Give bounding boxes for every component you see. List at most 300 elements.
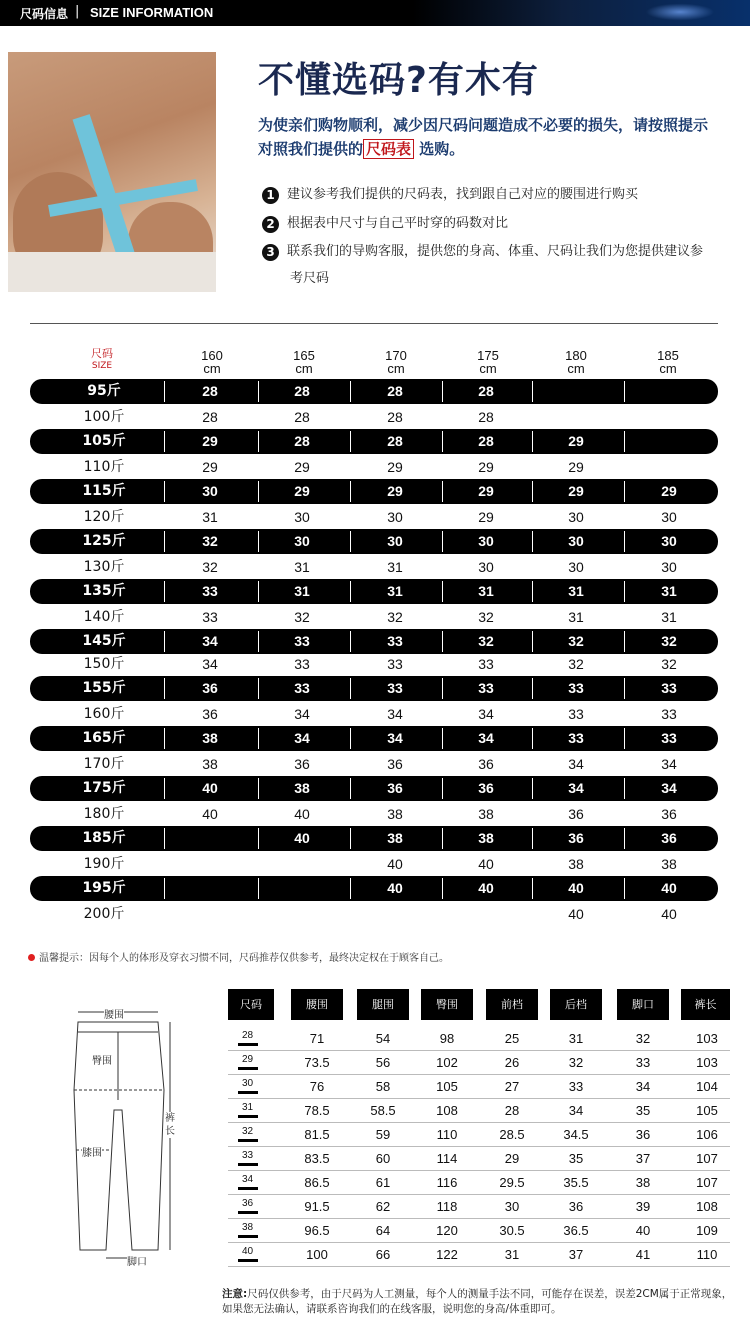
size-row	[30, 605, 718, 630]
size-cell	[267, 902, 337, 927]
size-cell: 36	[661, 806, 677, 822]
size-cell: 32	[478, 633, 494, 649]
intro-text	[258, 113, 718, 161]
size-cell: 40	[294, 830, 310, 846]
measure-cell: 106	[696, 1127, 718, 1142]
sparkle-decoration	[640, 2, 720, 22]
column-separator	[624, 581, 625, 602]
size-cell	[175, 852, 245, 877]
header-title-en: SIZE INFORMATION	[90, 5, 214, 20]
size-cell: 33	[387, 680, 403, 696]
size-cell: 33	[568, 730, 584, 746]
size-underline	[238, 1067, 258, 1070]
column-separator	[442, 581, 443, 602]
size-cell: 36	[387, 756, 403, 772]
size-row	[30, 752, 718, 777]
page-title: 不懂选码?有木有	[258, 60, 539, 101]
measure-cell: 59	[375, 1127, 391, 1142]
hip-label: 臀围	[92, 1052, 112, 1067]
weight-label: 115斤	[82, 483, 126, 499]
size-cell: 30	[294, 533, 310, 549]
size-cell: 32	[294, 609, 310, 625]
measure-cell: 58	[375, 1079, 391, 1094]
column-separator	[442, 778, 443, 799]
size-cell: 30	[202, 483, 218, 499]
size-cell: 29	[661, 483, 677, 499]
measuring-photo	[8, 52, 216, 292]
size-cell: 32	[202, 533, 218, 549]
size-cell: 29	[478, 483, 494, 499]
measure-cell: 81.5	[304, 1127, 330, 1142]
size-cell: 36	[661, 830, 677, 846]
measure-header: 尺码	[228, 989, 274, 1020]
weight-label: 165斤	[82, 730, 126, 746]
size-cell: 31	[294, 559, 310, 575]
measure-row	[228, 1027, 730, 1051]
size-cell: 32	[661, 656, 677, 672]
weight-label: 105斤	[82, 433, 126, 449]
size-cell: 32	[661, 633, 677, 649]
size-cell: 38	[661, 856, 677, 872]
column-separator	[258, 878, 259, 899]
size-cell: 34	[202, 633, 218, 649]
height-header: 175 cm	[477, 348, 499, 376]
weight-label: 155斤	[82, 680, 126, 696]
size-row	[30, 702, 718, 727]
size-cell: 29	[478, 509, 494, 525]
column-separator	[258, 531, 259, 552]
size-cell: 29	[202, 433, 218, 449]
size-cell: 36	[202, 706, 218, 722]
measure-cell: 40	[635, 1223, 651, 1238]
size-cell	[175, 826, 245, 851]
step-2	[262, 212, 508, 233]
size-cell: 28	[294, 383, 310, 399]
size-cell: 40	[202, 806, 218, 822]
size-cell: 30	[478, 559, 494, 575]
size-cell: 28	[387, 409, 403, 425]
measure-cell: 114	[436, 1151, 458, 1166]
column-separator	[258, 381, 259, 402]
column-separator	[164, 828, 165, 849]
column-separator	[442, 828, 443, 849]
measure-cell: 28.5	[499, 1127, 525, 1142]
column-separator	[442, 678, 443, 699]
size-cell	[267, 876, 337, 901]
warm-tip	[28, 949, 449, 964]
weight-label: 125斤	[82, 533, 126, 549]
weight-label: 135斤	[82, 583, 126, 599]
size-cell: 30	[294, 509, 310, 525]
measure-cell: 64	[375, 1223, 391, 1238]
size-cell: 40	[568, 906, 584, 922]
step-number-icon: 2	[262, 216, 279, 233]
size-cell: 36	[478, 780, 494, 796]
size-cell: 32	[568, 656, 584, 672]
knee-label: 膝围	[82, 1144, 102, 1159]
size-cell: 40	[387, 856, 403, 872]
size-cell: 34	[661, 780, 677, 796]
measure-cell: 27	[504, 1079, 520, 1094]
weight-label: 180斤	[83, 806, 125, 822]
header-title-cn: 尺码信息	[20, 7, 69, 21]
size-code: 34	[242, 1174, 254, 1185]
size-cell: 40	[387, 880, 403, 896]
size-cell: 29	[387, 459, 403, 475]
size-cell: 29	[478, 459, 494, 475]
size-underline	[238, 1091, 258, 1094]
column-separator	[350, 431, 351, 452]
column-separator	[624, 431, 625, 452]
column-separator	[258, 581, 259, 602]
size-cell	[634, 405, 704, 430]
size-row	[30, 726, 718, 751]
measure-cell: 36.5	[563, 1223, 589, 1238]
column-separator	[164, 481, 165, 502]
size-row	[30, 902, 718, 927]
measure-cell: 41	[635, 1247, 651, 1262]
column-separator	[258, 631, 259, 652]
height-header: 165 cm	[293, 348, 315, 376]
column-separator	[532, 381, 533, 402]
size-cell: 38	[387, 830, 403, 846]
size-underline	[238, 1187, 258, 1190]
size-cell: 32	[478, 609, 494, 625]
size-cell: 33	[478, 680, 494, 696]
size-cell: 34	[387, 706, 403, 722]
size-cell: 28	[202, 383, 218, 399]
weight-label: 110斤	[83, 459, 125, 475]
measure-cell: 105	[436, 1079, 458, 1094]
measure-cell: 116	[436, 1175, 458, 1190]
measure-cell: 107	[696, 1151, 718, 1166]
size-cell: 31	[202, 509, 218, 525]
size-cell: 34	[568, 780, 584, 796]
measure-cell: 30.5	[499, 1223, 525, 1238]
column-separator	[258, 431, 259, 452]
column-separator	[350, 381, 351, 402]
step-3-continued: 考尺码	[290, 271, 330, 286]
measure-cell: 91.5	[304, 1199, 330, 1214]
size-cell: 28	[387, 433, 403, 449]
column-separator	[442, 728, 443, 749]
waist-label: 腰围	[104, 1006, 124, 1021]
column-separator	[164, 431, 165, 452]
column-separator	[442, 431, 443, 452]
red-dot-icon	[28, 954, 35, 961]
size-cell: 30	[568, 533, 584, 549]
measure-cell: 98	[439, 1031, 455, 1046]
measure-cell: 108	[696, 1199, 718, 1214]
weight-label: 145斤	[82, 633, 126, 649]
size-cell: 40	[202, 780, 218, 796]
weight-label: 185斤	[82, 830, 126, 846]
measure-cell: 33	[635, 1055, 651, 1070]
size-cell: 34	[294, 730, 310, 746]
measure-cell: 102	[436, 1055, 458, 1070]
size-cell: 40	[568, 880, 584, 896]
size-cell: 36	[568, 830, 584, 846]
size-row	[30, 876, 718, 901]
weight-label: 140斤	[83, 609, 125, 625]
column-separator	[350, 728, 351, 749]
size-cell: 38	[478, 806, 494, 822]
column-separator	[164, 878, 165, 899]
size-code: 36	[242, 1198, 254, 1209]
measure-header: 前档	[486, 989, 538, 1020]
size-cell: 33	[568, 706, 584, 722]
size-code: 31	[242, 1102, 254, 1113]
size-cell: 28	[294, 409, 310, 425]
measure-cell: 35	[635, 1103, 651, 1118]
divider	[30, 323, 718, 324]
column-separator	[532, 878, 533, 899]
size-cell: 40	[294, 806, 310, 822]
column-separator	[350, 678, 351, 699]
size-cell: 36	[202, 680, 218, 696]
size-cell: 29	[568, 433, 584, 449]
size-cell	[541, 405, 611, 430]
weight-label: 120斤	[83, 509, 125, 525]
column-separator	[350, 631, 351, 652]
size-cell: 34	[294, 706, 310, 722]
size-row	[30, 629, 718, 654]
size-corner-label	[80, 348, 124, 372]
column-separator	[258, 778, 259, 799]
column-separator	[442, 381, 443, 402]
step-number-icon: 1	[262, 187, 279, 204]
weight-label: 160斤	[83, 706, 125, 722]
measure-cell: 39	[635, 1199, 651, 1214]
size-cell: 29	[568, 459, 584, 475]
measure-row	[228, 1219, 730, 1243]
size-cell: 34	[387, 730, 403, 746]
size-cell: 34	[478, 706, 494, 722]
measure-cell: 105	[696, 1103, 718, 1118]
size-cell: 38	[202, 730, 218, 746]
measure-cell: 31	[568, 1031, 584, 1046]
column-separator	[532, 481, 533, 502]
weight-label: 100斤	[83, 409, 125, 425]
size-cell: 28	[478, 433, 494, 449]
measure-cell: 110	[436, 1127, 458, 1142]
size-cell: 29	[202, 459, 218, 475]
length-label: 裤长	[165, 1113, 175, 1137]
measure-cell: 54	[375, 1031, 391, 1046]
size-row	[30, 802, 718, 827]
weight-label: 170斤	[83, 756, 125, 772]
step-text: 建议参考我们提供的尺码表，找到跟自己对应的腰围进行购买	[287, 187, 639, 202]
size-cell: 34	[568, 756, 584, 772]
column-separator	[624, 531, 625, 552]
measure-cell: 103	[696, 1031, 718, 1046]
size-underline	[238, 1163, 258, 1166]
size-chart-highlight: 尺码表	[363, 139, 414, 159]
column-separator	[532, 631, 533, 652]
column-separator	[442, 631, 443, 652]
size-row	[30, 529, 718, 554]
row-divider	[228, 1266, 730, 1267]
note	[222, 1287, 742, 1317]
column-separator	[442, 531, 443, 552]
size-cell: 33	[661, 680, 677, 696]
hem-label: 脚口	[127, 1253, 147, 1268]
measure-row	[228, 1123, 730, 1147]
size-cell: 38	[568, 856, 584, 872]
measure-header: 裤长	[681, 989, 730, 1020]
column-separator	[532, 678, 533, 699]
size-row	[30, 826, 718, 851]
measure-cell: 28	[504, 1103, 520, 1118]
weight-label: 175斤	[82, 780, 126, 796]
step-number-icon: 3	[262, 244, 279, 261]
measure-header: 臀围	[421, 989, 473, 1020]
size-row	[30, 579, 718, 604]
size-cell: 30	[661, 533, 677, 549]
height-header: 170 cm	[385, 348, 407, 376]
column-separator	[164, 531, 165, 552]
column-separator	[532, 531, 533, 552]
measure-cell: 29.5	[499, 1175, 525, 1190]
size-cell: 28	[294, 433, 310, 449]
size-code: 29	[242, 1054, 254, 1065]
step-text: 根据表中尺寸与自己平时穿的码数对比	[287, 216, 509, 231]
size-cell: 28	[202, 409, 218, 425]
measure-cell: 104	[696, 1079, 718, 1094]
measure-cell: 37	[568, 1247, 584, 1262]
size-row	[30, 405, 718, 430]
size-row	[30, 455, 718, 480]
measure-cell: 100	[306, 1247, 328, 1262]
step-1	[262, 183, 638, 204]
size-cell: 30	[661, 559, 677, 575]
size-cell: 38	[478, 830, 494, 846]
measure-cell: 38	[635, 1175, 651, 1190]
measure-cell: 34.5	[563, 1127, 589, 1142]
size-code: 30	[242, 1078, 254, 1089]
column-separator	[532, 828, 533, 849]
measure-row	[228, 1147, 730, 1171]
size-cell	[267, 852, 337, 877]
size-cell: 33	[387, 656, 403, 672]
measure-cell: 37	[635, 1151, 651, 1166]
size-underline	[238, 1235, 258, 1238]
size-cell	[541, 379, 611, 404]
measure-cell: 36	[635, 1127, 651, 1142]
measure-cell: 110	[696, 1247, 718, 1262]
measure-row	[228, 1171, 730, 1195]
note-label: 注意:	[222, 1288, 248, 1300]
header-bar	[0, 0, 750, 26]
size-cell	[634, 455, 704, 480]
size-row	[30, 505, 718, 530]
size-row	[30, 479, 718, 504]
column-separator	[164, 778, 165, 799]
measure-cell: 86.5	[304, 1175, 330, 1190]
size-cell: 29	[294, 459, 310, 475]
size-cell: 33	[294, 656, 310, 672]
measure-header: 腿围	[357, 989, 409, 1020]
size-cell	[634, 379, 704, 404]
size-row	[30, 429, 718, 454]
size-cell: 31	[478, 583, 494, 599]
height-header: 185 cm	[657, 348, 679, 376]
column-separator	[258, 728, 259, 749]
size-cell: 34	[478, 730, 494, 746]
size-cell: 33	[661, 730, 677, 746]
column-separator	[624, 381, 625, 402]
measure-cell: 31	[504, 1247, 520, 1262]
size-code: 38	[242, 1222, 254, 1233]
size-cell: 29	[294, 483, 310, 499]
size-cell: 38	[387, 806, 403, 822]
measure-cell: 25	[504, 1031, 520, 1046]
measure-cell: 103	[696, 1055, 718, 1070]
column-separator	[624, 778, 625, 799]
size-underline	[238, 1211, 258, 1214]
column-separator	[442, 481, 443, 502]
size-cell: 36	[568, 806, 584, 822]
size-row	[30, 852, 718, 877]
column-separator	[350, 581, 351, 602]
size-row	[30, 776, 718, 801]
measure-cell: 66	[375, 1247, 391, 1262]
measure-cell: 33	[568, 1079, 584, 1094]
size-cell: 32	[387, 609, 403, 625]
column-separator	[258, 678, 259, 699]
size-code: 33	[242, 1150, 254, 1161]
measure-cell: 78.5	[304, 1103, 330, 1118]
size-cell	[360, 902, 430, 927]
weight-label: 195斤	[82, 880, 126, 896]
size-cell: 40	[661, 880, 677, 896]
column-separator	[164, 631, 165, 652]
size-cell: 31	[661, 583, 677, 599]
size-cell: 33	[568, 680, 584, 696]
size-cell: 34	[202, 656, 218, 672]
measure-cell: 60	[375, 1151, 391, 1166]
measure-header: 脚口	[617, 989, 669, 1020]
column-separator	[350, 828, 351, 849]
column-separator	[350, 531, 351, 552]
column-separator	[624, 878, 625, 899]
measure-row	[228, 1075, 730, 1099]
measure-cell: 34	[568, 1103, 584, 1118]
size-cell: 40	[661, 906, 677, 922]
column-separator	[624, 481, 625, 502]
size-label-cn: 尺码	[91, 347, 113, 360]
size-cell	[175, 902, 245, 927]
column-separator	[258, 481, 259, 502]
column-separator	[350, 481, 351, 502]
size-cell: 29	[387, 483, 403, 499]
size-cell: 33	[661, 706, 677, 722]
weight-label: 95斤	[87, 383, 121, 399]
measure-cell: 61	[375, 1175, 391, 1190]
column-separator	[258, 828, 259, 849]
measure-cell: 122	[436, 1247, 458, 1262]
column-separator	[532, 778, 533, 799]
measure-row	[228, 1243, 730, 1267]
measure-cell: 35.5	[563, 1175, 589, 1190]
size-cell: 28	[478, 383, 494, 399]
measure-cell: 29	[504, 1151, 520, 1166]
intro-post: 选购。	[419, 140, 465, 158]
size-label-en: SIZE	[91, 361, 113, 371]
intro-pre: 为使亲们购物顺利，减少因尺码问题造成不必要的损失，请按照提示对照我们提供的	[258, 116, 709, 158]
measure-header: 腰围	[291, 989, 343, 1020]
size-underline	[238, 1259, 258, 1262]
